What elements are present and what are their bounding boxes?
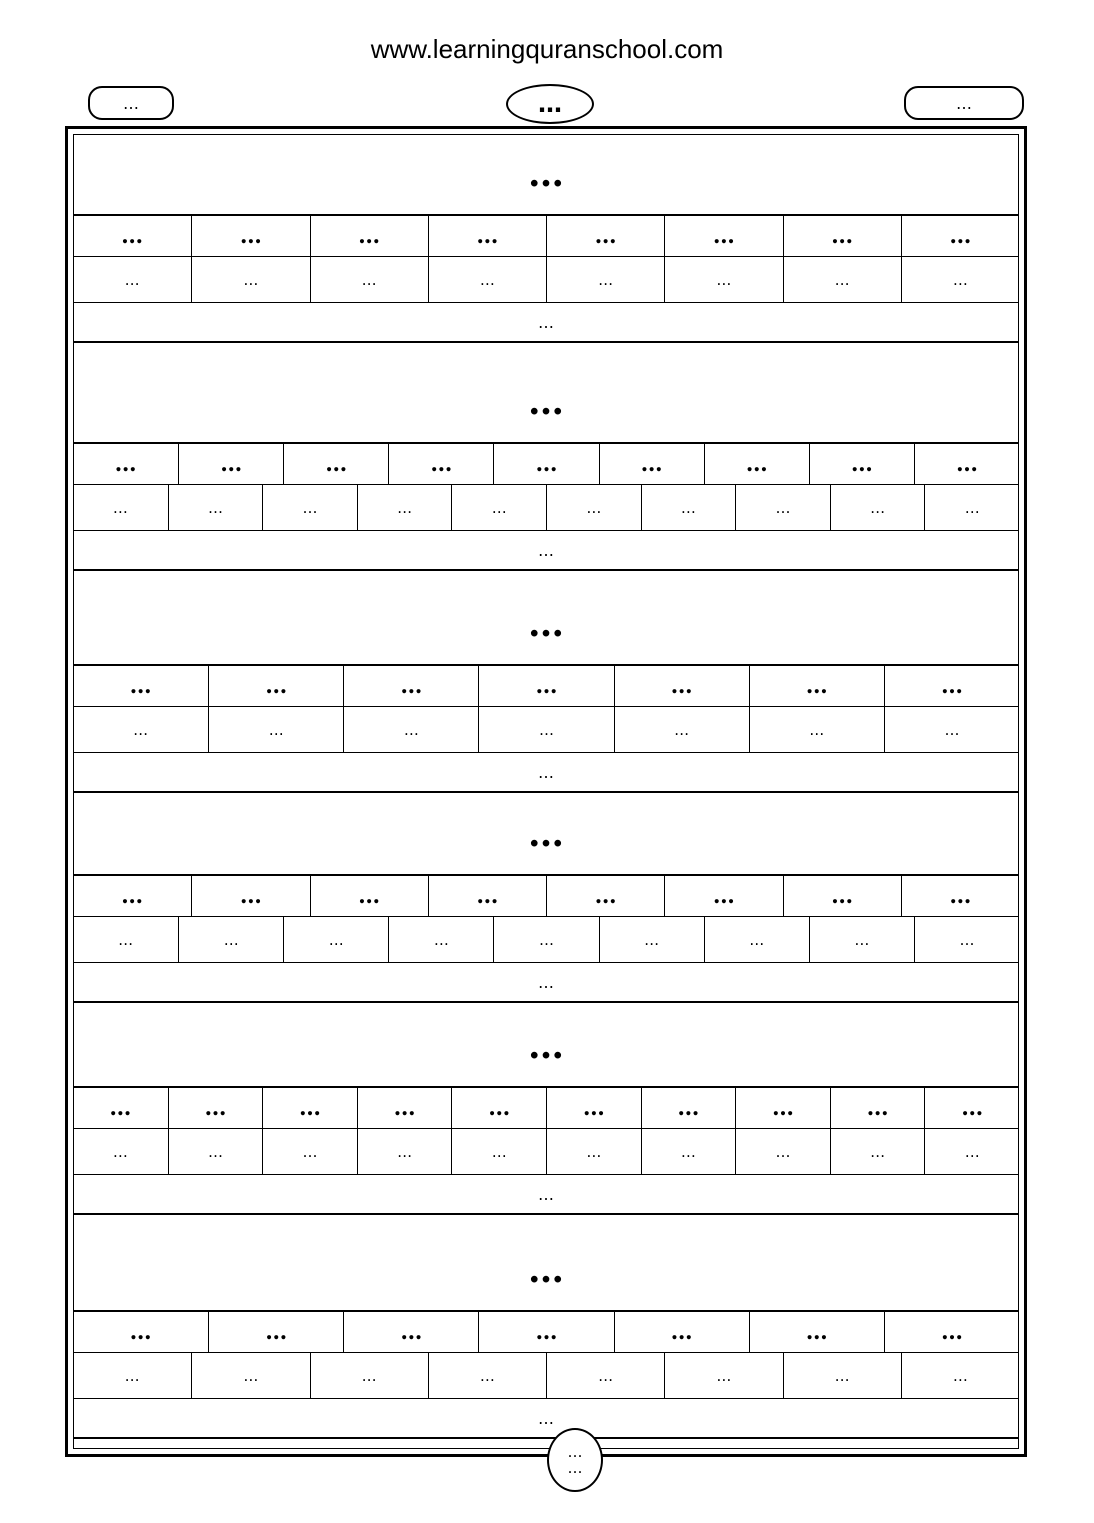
word-cell: …	[735, 1088, 830, 1128]
surah-label: …	[88, 86, 174, 120]
word-cell: …	[546, 876, 664, 916]
meaning-cell: …	[310, 257, 428, 302]
meaning-row	[73, 485, 1019, 531]
word-cell: …	[704, 444, 809, 484]
meaning-cell: …	[118, 930, 134, 949]
meaning-cell: …	[388, 917, 493, 962]
meaning-cell: …	[546, 257, 664, 302]
word-row	[73, 1088, 1019, 1129]
meaning-cell: …	[830, 1129, 925, 1174]
meaning-cell: …	[830, 485, 925, 530]
meaning-cell: …	[704, 917, 809, 962]
ayah-text: …	[73, 362, 1019, 444]
word-cell: …	[641, 1088, 736, 1128]
meaning-cell: …	[283, 917, 388, 962]
word-cell: …	[493, 444, 598, 484]
word-cell: …	[191, 216, 309, 256]
word-cell: …	[121, 883, 144, 909]
word-cell: …	[428, 216, 546, 256]
ayah-text: …	[73, 1006, 1019, 1088]
word-row	[73, 876, 1019, 917]
meaning-cell: …	[924, 1129, 1019, 1174]
word-cell: …	[830, 1088, 925, 1128]
meaning-cell: …	[599, 917, 704, 962]
word-cell: …	[546, 216, 664, 256]
word-cell: …	[357, 1088, 452, 1128]
meaning-cell: …	[914, 917, 1019, 962]
meaning-cell: …	[783, 1353, 901, 1398]
meaning-cell: …	[357, 1129, 452, 1174]
meaning-cell: …	[901, 1353, 1019, 1398]
meaning-cell: …	[262, 1129, 357, 1174]
word-cell: …	[109, 1095, 132, 1121]
meaning-cell: …	[493, 917, 598, 962]
manzil-label: …	[567, 1442, 583, 1461]
ayah-block	[73, 1006, 1019, 1215]
source-url: www.learningquranschool.com	[370, 34, 724, 64]
word-cell: …	[749, 666, 884, 706]
word-cell: …	[924, 1088, 1019, 1128]
meaning-row	[73, 1129, 1019, 1175]
ayah-text: …	[73, 794, 1019, 876]
ayah-text: …	[73, 1230, 1019, 1312]
word-cell: …	[783, 216, 901, 256]
meaning-cell: …	[664, 1353, 782, 1398]
word-cell: …	[129, 673, 152, 699]
ayah-block	[73, 1230, 1019, 1439]
meaning-cell: …	[884, 707, 1019, 752]
word-cell: …	[478, 666, 613, 706]
word-cell: …	[614, 1312, 749, 1352]
meaning-cell: …	[168, 1129, 263, 1174]
word-cell: …	[178, 444, 283, 484]
manzil-badge	[547, 1428, 603, 1492]
meaning-cell: …	[124, 270, 140, 289]
word-cell: …	[749, 1312, 884, 1352]
word-cell: …	[901, 876, 1019, 916]
meaning-row	[73, 707, 1019, 753]
meaning-cell: …	[478, 707, 613, 752]
meaning-cell: …	[112, 1142, 128, 1161]
meaning-cell: …	[191, 1353, 309, 1398]
word-cell: …	[428, 876, 546, 916]
word-cell: …	[901, 216, 1019, 256]
meaning-cell: …	[112, 498, 128, 517]
meaning-row	[73, 257, 1019, 303]
meaning-cell: …	[546, 1353, 664, 1398]
meaning-cell: …	[343, 707, 478, 752]
meaning-cell: …	[451, 1129, 546, 1174]
meaning-cell: …	[735, 485, 830, 530]
word-cell: …	[809, 444, 914, 484]
meaning-cell: …	[168, 485, 263, 530]
translation-line: …	[73, 531, 1019, 571]
word-cell: …	[343, 666, 478, 706]
word-cell: …	[168, 1088, 263, 1128]
meaning-cell: …	[924, 485, 1019, 530]
ayah-block	[73, 794, 1019, 1003]
word-cell: …	[664, 876, 782, 916]
word-cell: …	[208, 1312, 343, 1352]
page-number: …	[506, 84, 594, 124]
word-cell: …	[451, 1088, 546, 1128]
meaning-cell: …	[749, 707, 884, 752]
word-row	[73, 1312, 1019, 1353]
translation-line: …	[73, 963, 1019, 1003]
meaning-cell: …	[262, 485, 357, 530]
word-row	[73, 666, 1019, 707]
word-cell: …	[208, 666, 343, 706]
word-cell: …	[310, 876, 428, 916]
ayah-block	[73, 362, 1019, 571]
meaning-row	[73, 917, 1019, 963]
meaning-cell: …	[191, 257, 309, 302]
meaning-row	[73, 1353, 1019, 1399]
word-cell: …	[388, 444, 493, 484]
ayah-block	[73, 584, 1019, 793]
word-cell: …	[283, 444, 388, 484]
meaning-cell: …	[735, 1129, 830, 1174]
meaning-cell: …	[641, 485, 736, 530]
word-row	[73, 216, 1019, 257]
word-cell: …	[884, 1312, 1019, 1352]
meaning-cell: …	[124, 1366, 140, 1385]
word-cell: …	[114, 451, 137, 477]
meaning-cell: …	[451, 485, 546, 530]
word-cell: …	[191, 876, 309, 916]
meaning-cell: …	[310, 1353, 428, 1398]
word-cell: …	[884, 666, 1019, 706]
word-cell: …	[478, 1312, 613, 1352]
word-cell: …	[546, 1088, 641, 1128]
ayah-text: …	[73, 134, 1019, 216]
translation-line: …	[73, 1175, 1019, 1215]
word-cell: …	[310, 216, 428, 256]
ayah-block	[73, 134, 1019, 343]
juz-label: …	[904, 86, 1024, 120]
meaning-cell: …	[133, 720, 149, 739]
word-cell: …	[121, 223, 144, 249]
word-cell: …	[614, 666, 749, 706]
meaning-cell: …	[901, 257, 1019, 302]
word-cell: …	[914, 444, 1019, 484]
meaning-cell: …	[546, 1129, 641, 1174]
meaning-cell: …	[178, 917, 283, 962]
meaning-cell: …	[614, 707, 749, 752]
word-cell: …	[129, 1319, 152, 1345]
meaning-cell: …	[208, 707, 343, 752]
meaning-cell: …	[357, 485, 452, 530]
meaning-cell: …	[809, 917, 914, 962]
translation-line: …	[73, 1399, 1019, 1439]
meaning-cell: …	[428, 1353, 546, 1398]
meaning-cell: …	[783, 257, 901, 302]
word-cell: …	[343, 1312, 478, 1352]
word-cell: …	[262, 1088, 357, 1128]
meaning-cell: …	[428, 257, 546, 302]
meaning-cell: …	[664, 257, 782, 302]
meaning-cell: …	[641, 1129, 736, 1174]
meaning-cell: …	[546, 485, 641, 530]
word-cell: …	[783, 876, 901, 916]
word-row	[73, 444, 1019, 485]
word-cell: …	[599, 444, 704, 484]
translation-line: …	[73, 303, 1019, 343]
translation-line: …	[73, 753, 1019, 793]
ayah-text: …	[73, 584, 1019, 666]
manzil-number: …	[567, 1459, 583, 1477]
word-cell: …	[664, 216, 782, 256]
